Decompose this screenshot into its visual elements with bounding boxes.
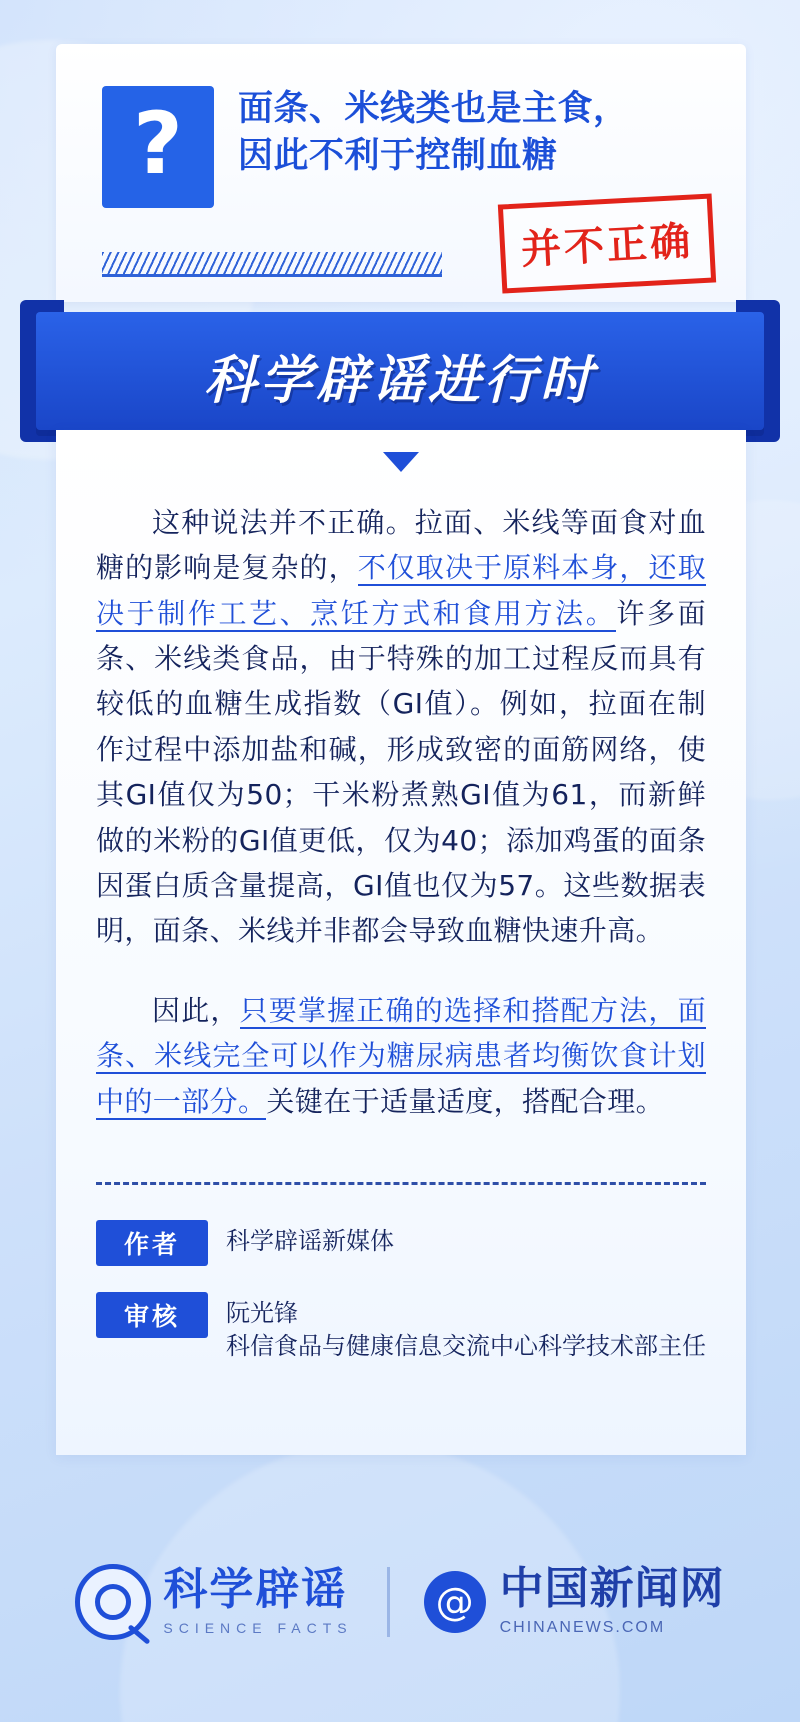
triangle-down-icon [383,452,419,472]
question-mark-glyph: ? [133,94,183,194]
credit-reviewer-tag: 审核 [96,1292,208,1338]
banner-wrapper [20,300,780,442]
chinanews-logo-text: 中国新闻网 [499,1563,725,1614]
dashed-divider [96,1182,706,1185]
banner-title: 科学辟谣进行时 [203,351,596,411]
footer-divider [387,1567,390,1637]
science-facts-logo [75,1564,352,1640]
claim-headline: 面条、米线类也是主食，因此不利于控制血糖 [238,89,629,176]
claim-card [56,44,746,302]
hatch-divider [102,252,442,277]
paragraph-1-highlight: 不仅取决于原料本身，还取决于制作工艺、烹饪方式和食用方法。 [96,551,706,630]
at-sign-icon: @ [424,1571,486,1633]
credit-author-tag: 作者 [96,1220,208,1266]
chinanews-logo-subtext: CHINANEWS.COM [499,1619,666,1636]
credit-reviewer-name: 阮光锋 [226,1299,298,1327]
paragraph-2-text-b: 关键在于适量适度，搭配合理。 [266,1084,665,1118]
verdict-stamp-text: 并不正确 [520,218,695,274]
credit-reviewer-title: 科信食品与健康信息交流中心科学技术部主任 [226,1332,706,1361]
paragraph-1-text-a: 这种说法并不正确。拉面、米线等面食对血糖的影响是复杂的， [96,506,706,585]
paragraph-2-highlight: 只要掌握正确的选择和搭配方法，面条、米线完全可以作为糖尿病患者均衡饮食计划中的一部分。 [96,994,707,1118]
verdict-stamp [498,193,716,293]
banner [36,312,764,430]
article-paragraph-1 [96,500,706,954]
article-paragraph-2 [96,988,706,1124]
article-card [56,430,746,1455]
scallop-edge [56,1441,746,1469]
science-facts-logo-text: 科学辟谣 [163,1564,348,1615]
science-facts-logo-subtext: SCIENCE FACTS [163,1620,353,1636]
question-mark-icon [102,86,214,208]
credit-author-value: 科学辟谣新媒体 [226,1227,394,1255]
credit-reviewer-value [226,1292,706,1363]
paragraph-2-text-a: 因此， [152,994,240,1027]
credit-author-row [96,1220,394,1266]
magnifier-icon [75,1564,151,1640]
paragraph-1-text-b: 许多面条、米线类食品，由于特殊的加工过程反而具有较低的血糖生成指数（GI值）。例如，拉面在制作过程中添加盐和碱，形成致密的面筋网络，使其GI值仅为50；干米粉煮熟GI值为61，而新鲜做的米粉的GI值更低，仅为40；添加鸡蛋的面条因蛋白质含量提高，GI值也仅为57。这些数据表明，面条、米线并非都会导致血糖快速升高。 [96,596,706,948]
footer-logos [0,1542,800,1662]
credit-reviewer-row [96,1292,706,1363]
chinanews-logo [424,1563,725,1637]
